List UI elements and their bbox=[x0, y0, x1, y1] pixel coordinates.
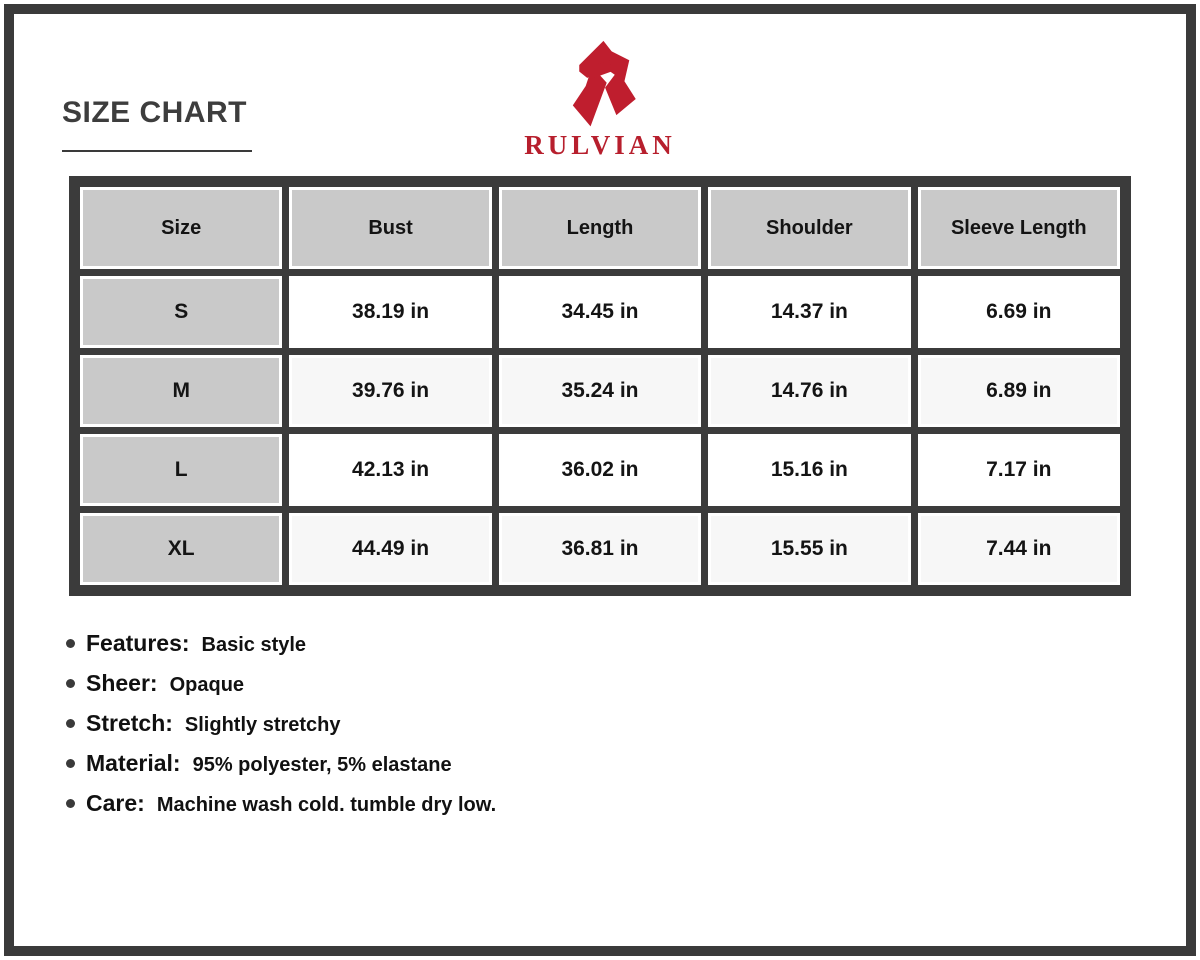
bullet-icon bbox=[66, 759, 75, 768]
detail-item bbox=[66, 670, 1186, 697]
value-cell: 36.81 in bbox=[499, 513, 701, 585]
detail-item bbox=[66, 630, 1186, 657]
value-cell: 7.17 in bbox=[918, 434, 1120, 506]
value-cell: 44.49 in bbox=[289, 513, 491, 585]
detail-value: 95% polyester, 5% elastane bbox=[192, 754, 452, 776]
detail-label: Care: bbox=[86, 790, 145, 816]
brand-logo bbox=[524, 36, 676, 161]
detail-value: Opaque bbox=[169, 674, 245, 696]
bullet-icon bbox=[66, 639, 75, 648]
size-row bbox=[80, 513, 1120, 585]
page-content bbox=[14, 14, 1186, 946]
size-table-header-row bbox=[80, 187, 1120, 269]
value-cell: 39.76 in bbox=[289, 355, 491, 427]
page-frame bbox=[4, 4, 1196, 956]
detail-value: Machine wash cold. tumble dry low. bbox=[156, 794, 497, 816]
size-cell: M bbox=[80, 355, 282, 427]
detail-item bbox=[66, 710, 1186, 737]
detail-label: Sheer: bbox=[86, 670, 158, 696]
column-header: Length bbox=[499, 187, 701, 269]
value-cell: 36.02 in bbox=[499, 434, 701, 506]
brand-r-icon bbox=[556, 36, 644, 128]
size-row bbox=[80, 355, 1120, 427]
size-table-body bbox=[80, 276, 1120, 585]
column-header: Bust bbox=[289, 187, 491, 269]
detail-label: Stretch: bbox=[86, 710, 173, 736]
column-header: Sleeve Length bbox=[918, 187, 1120, 269]
bullet-icon bbox=[66, 679, 75, 688]
value-cell: 14.37 in bbox=[708, 276, 910, 348]
bullet-icon bbox=[66, 799, 75, 808]
value-cell: 15.16 in bbox=[708, 434, 910, 506]
detail-item bbox=[66, 750, 1186, 777]
value-cell: 7.44 in bbox=[918, 513, 1120, 585]
value-cell: 14.76 in bbox=[708, 355, 910, 427]
size-cell: XL bbox=[80, 513, 282, 585]
detail-item bbox=[66, 790, 1186, 817]
value-cell: 38.19 in bbox=[289, 276, 491, 348]
value-cell: 42.13 in bbox=[289, 434, 491, 506]
size-row bbox=[80, 276, 1120, 348]
value-cell: 35.24 in bbox=[499, 355, 701, 427]
page-title: SIZE CHART bbox=[62, 96, 247, 129]
title-underline bbox=[62, 150, 252, 152]
detail-label: Features: bbox=[86, 630, 190, 656]
header bbox=[14, 14, 1186, 176]
size-cell: L bbox=[80, 434, 282, 506]
value-cell: 6.89 in bbox=[918, 355, 1120, 427]
size-cell: S bbox=[80, 276, 282, 348]
detail-value: Basic style bbox=[201, 634, 307, 656]
value-cell: 34.45 in bbox=[499, 276, 701, 348]
brand-name: RULVIAN bbox=[524, 130, 676, 160]
size-row bbox=[80, 434, 1120, 506]
details-list bbox=[14, 630, 1186, 817]
bullet-icon bbox=[66, 719, 75, 728]
value-cell: 15.55 in bbox=[708, 513, 910, 585]
size-table-head bbox=[80, 187, 1120, 269]
column-header: Size bbox=[80, 187, 282, 269]
size-table bbox=[69, 176, 1131, 596]
column-header: Shoulder bbox=[708, 187, 910, 269]
detail-value: Slightly stretchy bbox=[184, 714, 341, 736]
value-cell: 6.69 in bbox=[918, 276, 1120, 348]
detail-label: Material: bbox=[86, 750, 181, 776]
